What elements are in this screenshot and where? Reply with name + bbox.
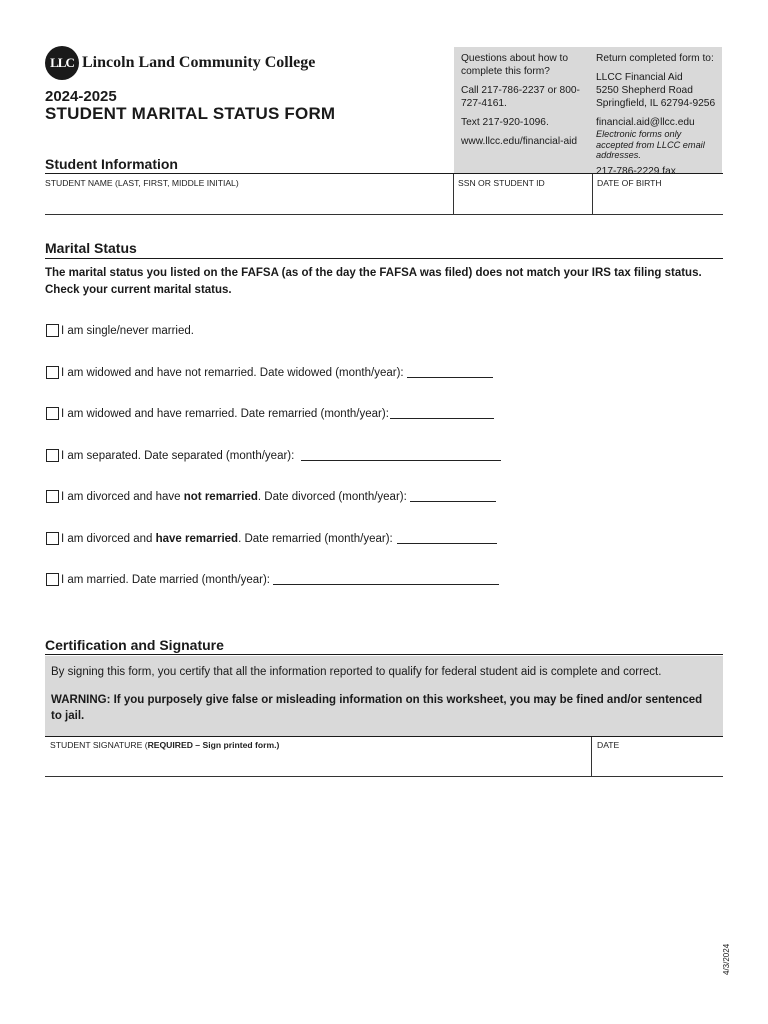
website-link[interactable]: www.llcc.edu/financial-aid bbox=[461, 136, 578, 147]
office-name: LLCC Financial Aid bbox=[596, 72, 683, 83]
contact-info-box bbox=[454, 47, 722, 177]
checkbox-single[interactable] bbox=[46, 324, 59, 337]
contact-questions-column bbox=[461, 52, 589, 154]
option-label: I am divorced and bbox=[61, 532, 156, 545]
checkbox-married[interactable] bbox=[46, 573, 59, 586]
option-married bbox=[46, 573, 499, 586]
option-label: I am divorced and have bbox=[61, 490, 184, 503]
text-line: Text 217-920-1096. bbox=[461, 117, 549, 128]
option-divorced-not-remarried bbox=[46, 490, 496, 503]
dob-label: DATE OF BIRTH bbox=[597, 178, 662, 188]
certification-heading: Certification and Signature bbox=[45, 637, 224, 653]
section-divider bbox=[45, 173, 723, 174]
warning-text: WARNING: If you purposely give false or misleading information on this worksheet, you may be fined and/or sentenced to jail. bbox=[51, 694, 703, 722]
checkbox-widowed-not-remarried[interactable] bbox=[46, 366, 59, 379]
cert-box-rule bbox=[45, 736, 723, 737]
option-separated bbox=[46, 449, 501, 462]
section-divider bbox=[45, 654, 723, 655]
return-address bbox=[596, 71, 720, 110]
option-label: . Date remarried (month/year): bbox=[238, 532, 393, 545]
option-label: I am widowed and have remarried. Date remarried (month/year): bbox=[61, 407, 389, 420]
marital-status-heading: Marital Status bbox=[45, 240, 137, 256]
option-widowed-remarried bbox=[46, 407, 494, 420]
option-label: I am married. Date married (month/year): bbox=[61, 573, 270, 586]
email-link[interactable]: financial.aid@llcc.edu bbox=[596, 117, 695, 128]
signature-date-field[interactable] bbox=[592, 752, 722, 775]
student-name-field[interactable] bbox=[45, 188, 453, 213]
certification-box bbox=[45, 656, 723, 736]
checkbox-separated[interactable] bbox=[46, 449, 59, 462]
checkbox-widowed-remarried[interactable] bbox=[46, 407, 59, 420]
signature-bottom-rule bbox=[45, 776, 723, 777]
email-note: Electronic forms only accepted from LLCC email addresses. bbox=[596, 129, 705, 160]
option-divorced-remarried bbox=[46, 532, 497, 545]
checkbox-divorced-not-remarried[interactable] bbox=[46, 490, 59, 503]
ssn-field[interactable] bbox=[454, 188, 592, 213]
option-label: I am widowed and have not remarried. Date widowed (month/year): bbox=[61, 366, 404, 379]
date-divorced-field[interactable] bbox=[410, 491, 496, 502]
date-separated-field[interactable] bbox=[301, 450, 501, 461]
option-label: I am single/never married. bbox=[61, 324, 194, 337]
logo-text: LLC bbox=[50, 55, 74, 70]
table-bottom-rule bbox=[45, 214, 723, 215]
college-logo bbox=[45, 46, 79, 80]
option-label: . Date divorced (month/year): bbox=[257, 490, 407, 503]
date-widowed-field[interactable] bbox=[407, 367, 493, 378]
date-married-field[interactable] bbox=[273, 574, 499, 585]
street-address: 5250 Shepherd Road bbox=[596, 85, 693, 96]
fax-number: 217-786-2229 fax bbox=[596, 165, 676, 177]
dob-field[interactable] bbox=[593, 188, 722, 213]
certification-statement: By signing this form, you certify that all the information reported to qualify for federal student aid is complete and correct. bbox=[51, 666, 662, 678]
date-label: DATE bbox=[597, 740, 620, 750]
signature-label-text: STUDENT SIGNATURE ( bbox=[50, 740, 148, 750]
date-remarried-after-divorce-field[interactable] bbox=[397, 533, 497, 544]
option-label: I am separated. Date separated (month/year): bbox=[61, 449, 295, 462]
option-emphasis: not remarried bbox=[183, 490, 258, 503]
checkbox-divorced-remarried[interactable] bbox=[46, 532, 59, 545]
form-year: 2024-2025 bbox=[45, 88, 117, 105]
signature-required-text: REQUIRED – Sign printed form.) bbox=[147, 740, 280, 750]
signature-field[interactable] bbox=[45, 752, 591, 775]
section-divider bbox=[45, 258, 723, 259]
student-name-label: STUDENT NAME (LAST, FIRST, MIDDLE INITIAL) bbox=[45, 178, 239, 188]
contact-return-column bbox=[596, 52, 720, 184]
ssn-label: SSN OR STUDENT ID bbox=[458, 178, 545, 188]
return-label: Return completed form to: bbox=[596, 53, 714, 64]
revision-date: 4/3/2024 bbox=[722, 943, 731, 975]
college-name: Lincoln Land Community College bbox=[82, 54, 316, 71]
form-title: STUDENT MARITAL STATUS FORM bbox=[45, 104, 336, 123]
questions-text: Questions about how to complete this form? bbox=[461, 53, 569, 77]
date-remarried-field[interactable] bbox=[390, 408, 494, 419]
city-address: Springfield, IL 62794-9256 bbox=[596, 98, 716, 109]
student-info-heading: Student Information bbox=[45, 156, 178, 172]
call-text: Call 217-786-2237 or 800-727-4161. bbox=[461, 85, 580, 109]
option-widowed-not-remarried bbox=[46, 366, 493, 379]
option-single bbox=[46, 324, 194, 337]
option-emphasis: have remarried bbox=[155, 532, 239, 545]
marital-instructions: The marital status you listed on the FAFSA (as of the day the FAFSA was filed) does not match your IRS tax filing status. Check your current marital status. bbox=[45, 267, 702, 296]
signature-label bbox=[50, 740, 279, 750]
